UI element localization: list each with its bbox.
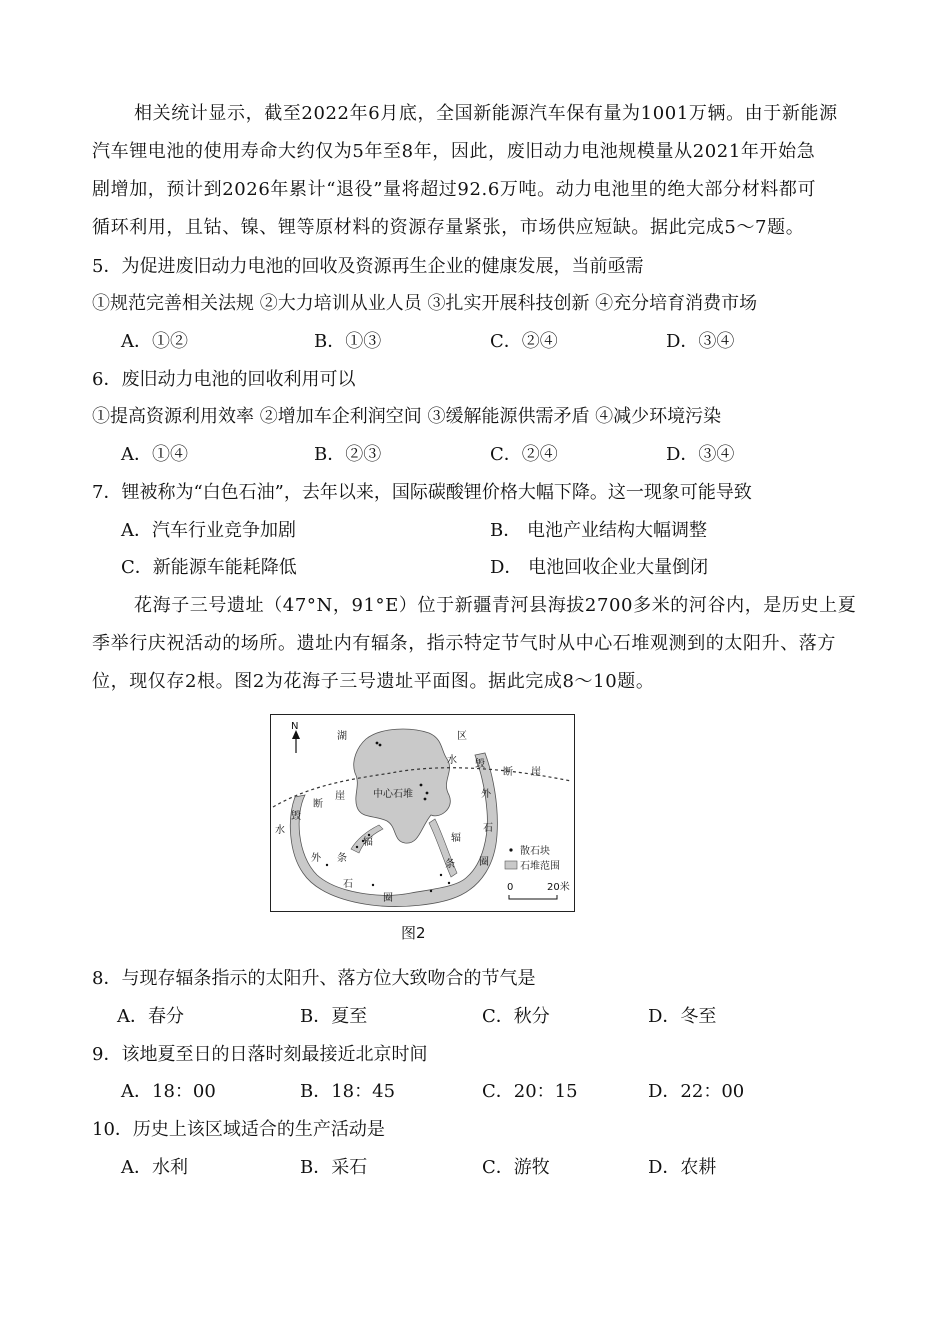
q7-option-a[interactable]: A．汽车行业竞争加剧 (121, 520, 296, 541)
cliff-left-2: 断 (313, 799, 323, 810)
q7-option-d[interactable]: D． 电池回收企业大量倒闭 (490, 557, 709, 578)
figure-caption: 图2 (401, 924, 426, 942)
q10-option-c[interactable]: C．游牧 (482, 1157, 550, 1178)
q8-option-a[interactable]: A．春分 (117, 1006, 184, 1027)
cliff-left-1: 毁 (291, 811, 301, 822)
ring-left-1: 外 (311, 853, 321, 864)
intro1-line-2: 汽车锂电池的使用寿命大约仅为5年至8年，因此，废旧动力电池规模量从2021年开始急 (92, 141, 816, 162)
intro1-line-1: 相关统计显示，截至2022年6月底，全国新能源汽车保有量为1001万辆。由于新能源 (134, 103, 838, 124)
q5-option-c[interactable]: C．②④ (490, 331, 558, 352)
q10-option-a[interactable]: A．水利 (121, 1157, 188, 1178)
scale-zero-label: 0 (507, 882, 514, 893)
intro1-line-4: 循环利用，且钴、镍、锂等原材料的资源存量紧张，市场供应短缺。据此完成5～7题。 (92, 217, 805, 238)
lake-label-2: 区 (457, 731, 467, 742)
cliff-right-3: 崖 (531, 767, 541, 778)
water-label-left: 水 (275, 825, 285, 836)
intro2-line-2: 季举行庆祝活动的场所。遗址内有辐条，指示特定节气时从中心石堆观测到的太阳升、落方 (92, 633, 836, 654)
center-heap-label: 中心石堆 (373, 789, 413, 800)
intro1-line-3: 剧增加，预计到2026年累计“退役”量将超过92.6万吨。动力电池里的绝大部分材料都可 (92, 179, 817, 200)
q6-option-a[interactable]: A．①④ (121, 444, 188, 465)
q8-option-c[interactable]: C．秋分 (482, 1006, 550, 1027)
ring-left-3: 圈 (383, 893, 393, 904)
spoke-right-2: 条 (445, 859, 455, 870)
site-plan-svg (271, 715, 573, 910)
q7-stem: 7．锂被称为“白色石油”，去年以来，国际碳酸锂价格大幅下降。这一现象可能导致 (92, 482, 752, 503)
q10-option-d[interactable]: D．农耕 (648, 1157, 717, 1178)
intro2-line-3: 位，现仅存2根。图2为花海子三号遗址平面图。据此完成8～10题。 (92, 671, 655, 692)
spoke-left-1: 辐 (363, 837, 373, 848)
q9-option-d[interactable]: D．22：00 (648, 1081, 745, 1102)
q9-stem: 9．该地夏至日的日落时刻最接近北京时间 (92, 1044, 428, 1065)
cliff-right-2: 断 (503, 767, 513, 778)
q5-option-b[interactable]: B．①③ (314, 331, 382, 352)
ring-left-2: 石 (343, 879, 353, 890)
q8-option-b[interactable]: B．夏至 (300, 1006, 368, 1027)
q9-option-b[interactable]: B．18：45 (300, 1081, 396, 1102)
q9-option-c[interactable]: C．20：15 (482, 1081, 578, 1102)
q6-option-d[interactable]: D．③④ (666, 444, 735, 465)
q5-option-d[interactable]: D．③④ (666, 331, 735, 352)
q10-option-b[interactable]: B．采石 (300, 1157, 368, 1178)
q6-option-b[interactable]: B．②③ (314, 444, 382, 465)
q6-stem: 6．废旧动力电池的回收利用可以 (92, 369, 356, 390)
q10-stem: 10．历史上该区域适合的生产活动是 (92, 1119, 385, 1140)
q5-option-a[interactable]: A．①② (121, 331, 188, 352)
q5-stem: 5．为促进废旧动力电池的回收及资源再生企业的健康发展，当前亟需 (92, 256, 644, 277)
q5-items: ①规范完善相关法规 ②大力培训从业人员 ③扎实开展科技创新 ④充分培育消费市场 (92, 293, 758, 314)
north-label: N (291, 721, 299, 732)
q9-option-a[interactable]: A．18：00 (121, 1081, 216, 1102)
lake-label-1: 湖 (337, 731, 347, 742)
ring-right-2: 石 (483, 823, 493, 834)
legend-dot-label: 散石块 (520, 846, 550, 857)
legend-dot-icon (509, 848, 512, 851)
q8-stem: 8．与现存辐条指示的太阳升、落方位大致吻合的节气是 (92, 968, 536, 989)
q6-option-c[interactable]: C．②④ (490, 444, 558, 465)
cliff-right-1: 毁 (475, 759, 485, 770)
q7-option-c[interactable]: C．新能源车能耗降低 (121, 557, 297, 578)
ring-right-1: 外 (481, 789, 491, 800)
legend-area-label: 石堆范围 (520, 861, 560, 872)
intro2-line-1: 花海子三号遗址（47°N，91°E）位于新疆青河县海拔2700多米的河谷内，是历史上夏 (134, 595, 857, 616)
spoke-left-2: 条 (337, 853, 347, 864)
spoke-right-1: 辐 (451, 833, 461, 844)
ring-right-3: 圈 (479, 857, 489, 868)
q6-items: ①提高资源利用效率 ②增加车企利润空间 ③缓解能源供需矛盾 ④减少环境污染 (92, 406, 722, 427)
cliff-left-3: 崖 (335, 791, 345, 802)
legend-area-swatch (505, 861, 517, 869)
water-label-right: 水 (447, 755, 457, 766)
site-plan-map (270, 714, 575, 912)
q7-option-b[interactable]: B． 电池产业结构大幅调整 (490, 520, 707, 541)
scale-length-label: 20米 (547, 882, 570, 893)
q8-option-d[interactable]: D．冬至 (648, 1006, 717, 1027)
scale-bar (509, 895, 557, 899)
